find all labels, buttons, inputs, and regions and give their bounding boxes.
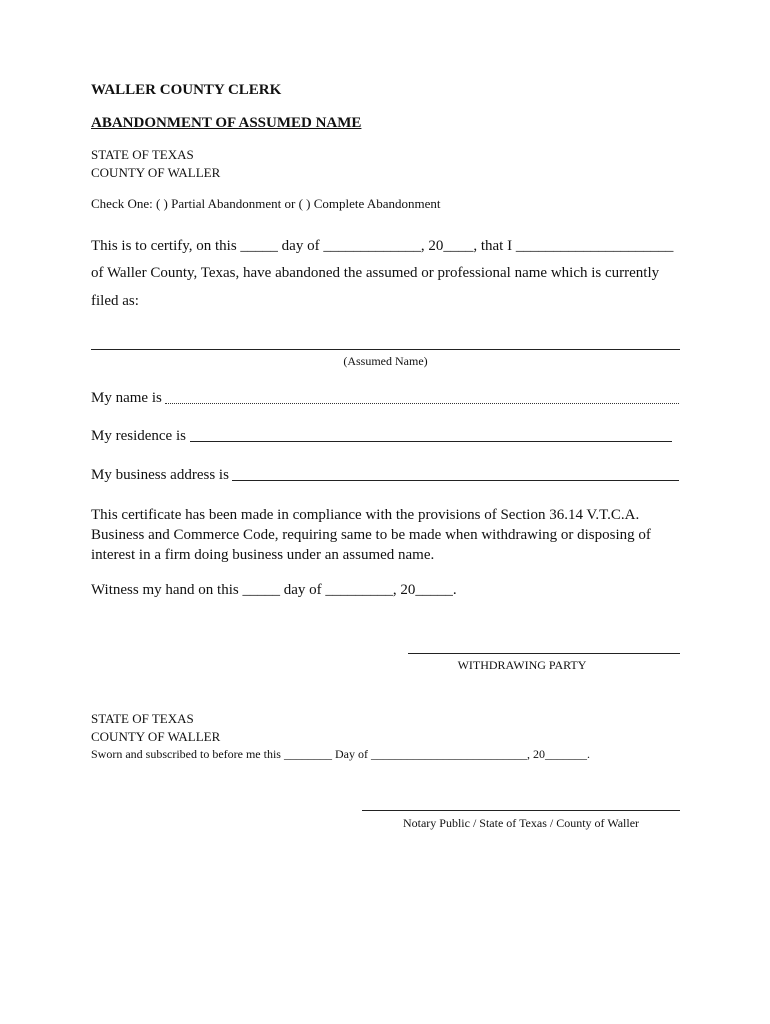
certify-line-2: of Waller County, Texas, have abandoned the assumed or professional name which is currently xyxy=(91,265,660,281)
compliance-paragraph: This certificate has been made in compliance with the provisions of Section 36.14 V.T.C.A. Business and Commerce Code, requiring same to be made when withdrawing or disposing of interest in a firm doing business under an assumed name. xyxy=(91,507,651,563)
check-one-line: Check One: ( ) Partial Abandonment or ( ) Complete Abandonment xyxy=(91,196,441,211)
name-field-line[interactable] xyxy=(165,403,679,404)
name-label: My name is xyxy=(91,390,162,406)
sworn-line: Sworn and subscribed to before me this ________ Day of __________________________, 20_______. xyxy=(91,747,590,761)
withdrawing-party-label: WITHDRAWING PARTY xyxy=(457,658,587,672)
certify-line-1: This is to certify, on this _____ day of _____________, 20____, that I _____________________ xyxy=(91,238,674,254)
certify-line-3: filed as: xyxy=(91,293,139,309)
document-subtitle: ABANDONMENT OF ASSUMED NAME xyxy=(91,115,362,131)
assumed-name-label: (Assumed Name) xyxy=(343,354,428,368)
county-label: COUNTY OF WALLER xyxy=(91,165,221,180)
residence-field-line[interactable] xyxy=(190,441,672,442)
document-title: WALLER COUNTY CLERK xyxy=(91,82,282,98)
business-address-field-line[interactable] xyxy=(232,480,679,481)
notary-state-label: STATE OF TEXAS xyxy=(91,711,194,726)
witness-line: Witness my hand on this _____ day of _________, 20_____. xyxy=(91,582,457,598)
assumed-name-line[interactable] xyxy=(91,349,680,350)
withdrawing-party-signature-line[interactable] xyxy=(408,653,680,654)
notary-signature-label: Notary Public / State of Texas / County of Waller xyxy=(402,816,640,830)
state-label: STATE OF TEXAS xyxy=(91,147,194,162)
notary-county-label: COUNTY OF WALLER xyxy=(91,729,221,744)
residence-label: My residence is xyxy=(91,428,186,444)
business-address-label: My business address is xyxy=(91,467,229,483)
notary-signature-line[interactable] xyxy=(362,810,680,811)
